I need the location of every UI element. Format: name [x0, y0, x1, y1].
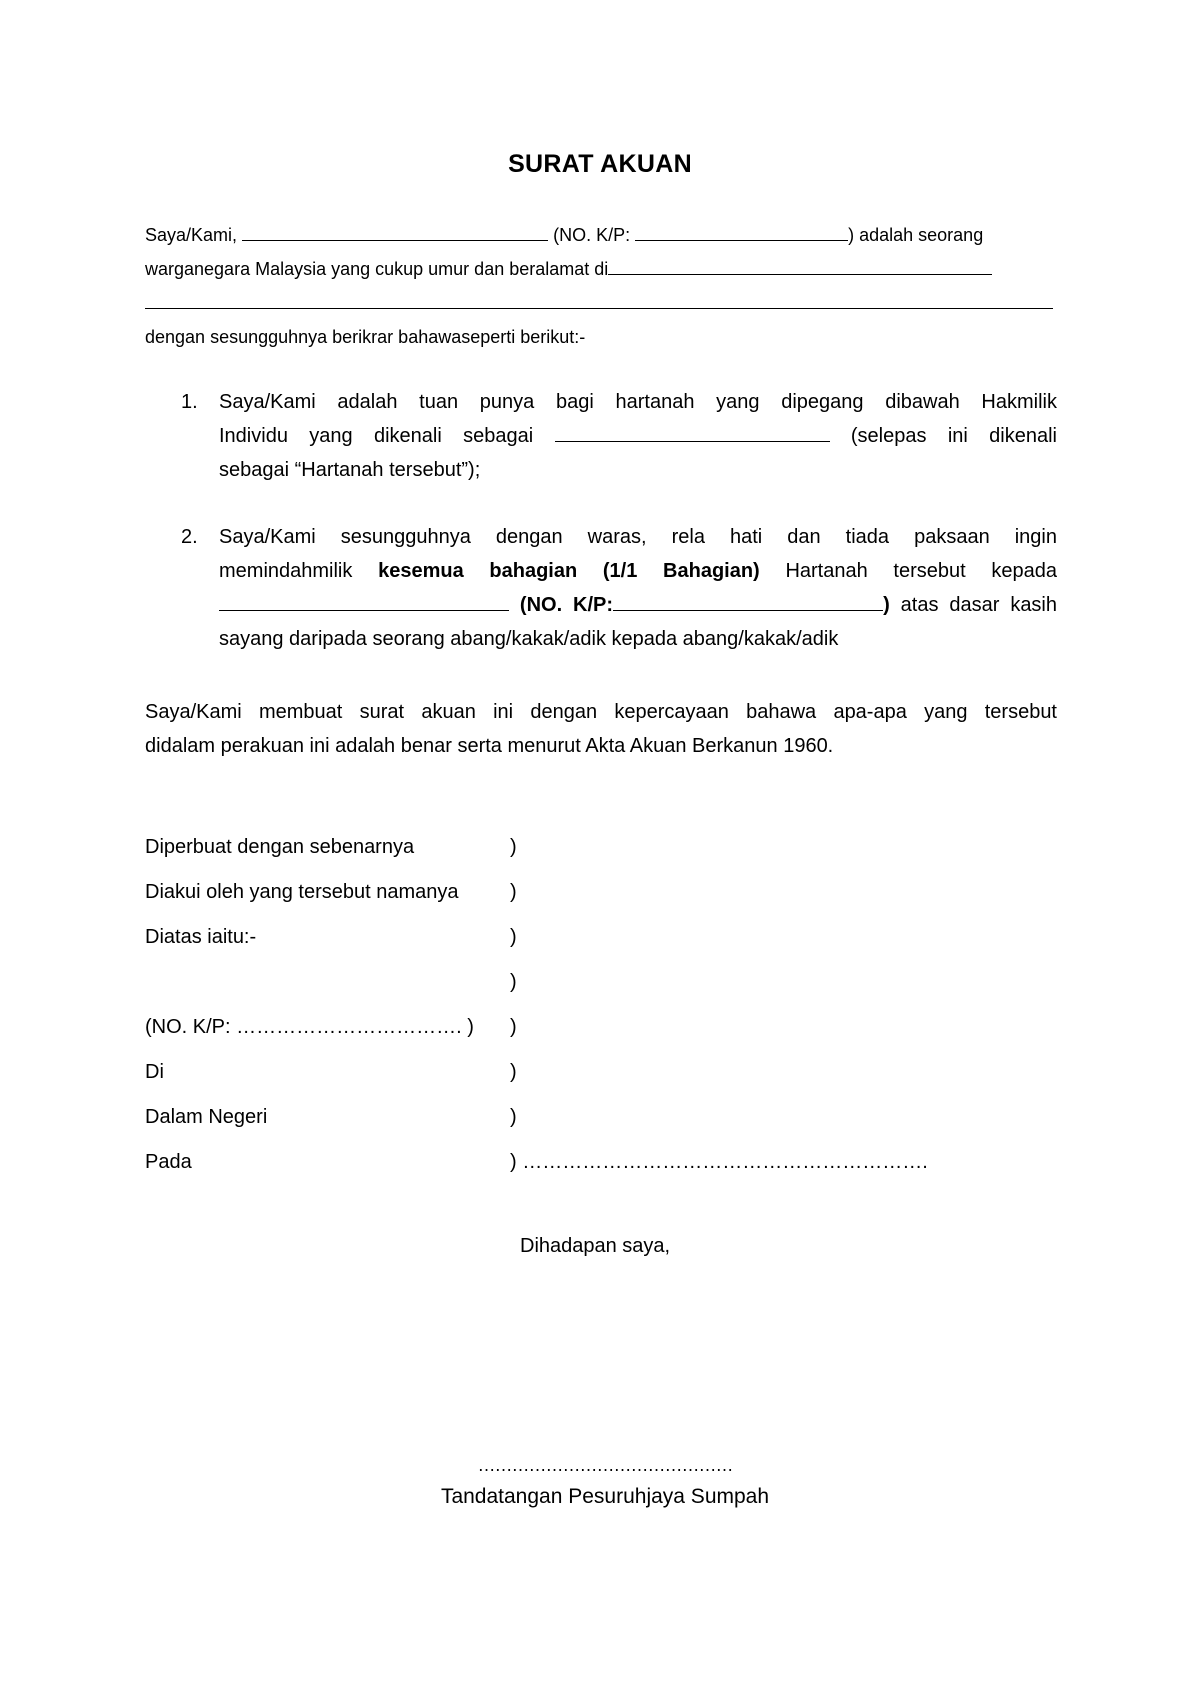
signature-row-paren: )	[510, 836, 517, 858]
signature-row-paren: ) …………………………………………………….	[510, 1151, 928, 1173]
signature-row-label: Diatas iaitu:-	[145, 926, 257, 948]
signature-row-label: Pada	[145, 1151, 192, 1173]
item2-line-2-end: Hartanah tersebut kepada	[785, 560, 1057, 582]
signature-line: ………………………………………	[477, 1455, 733, 1475]
share-portion: kesemua bahagian (1/1 Bahagian)	[378, 560, 760, 582]
signature-row-label: Dalam Negeri	[145, 1106, 268, 1128]
signature-row-paren: )	[510, 1061, 517, 1083]
signature-row-label: Diakui oleh yang tersebut namanya	[145, 881, 459, 903]
intro-line-3	[145, 286, 1057, 320]
intro-line-4: dengan sesungguhnya berikrar bahawaseperti berikut:-	[145, 327, 586, 347]
item1-line-1: Saya/Kami adalah tuan punya bagi hartanah yang dipegang dibawah Hakmilik	[219, 391, 1057, 413]
item2-line-2	[219, 554, 1057, 588]
signature-row-label: (NO. K/P: ……………………………. )	[145, 1016, 474, 1038]
name-blank	[242, 220, 548, 241]
signature-row-label: Diperbuat dengan sebenarnya	[145, 836, 415, 858]
intro-line-2	[145, 252, 1057, 286]
list-item-1	[145, 385, 1057, 487]
recipient-ic-close: )	[883, 594, 890, 616]
signature-row-paren: )	[510, 881, 517, 903]
declaration-paragraph	[145, 695, 1057, 763]
signature-caption: Tandatangan Pesuruhjaya Sumpah	[440, 1485, 770, 1508]
recipient-ic-blank	[613, 590, 883, 611]
intro-paragraph	[145, 218, 1057, 354]
recipient-blank	[219, 590, 509, 611]
intro-address-label: warganegara Malaysia yang cukup umur dan beralamat di	[145, 259, 609, 279]
intro-line-1	[145, 218, 1057, 252]
item1-line-3: sebagai “Hartanah tersebut”);	[219, 459, 481, 481]
intro-ic-label: (NO. K/P:	[553, 225, 631, 245]
intro-line-1-end: ) adalah seorang	[848, 225, 984, 245]
signature-row-paren: )	[510, 926, 517, 948]
witness-label: Dihadapan saya,	[520, 1235, 671, 1257]
title-blank	[555, 421, 830, 442]
item1-line-2-start: Individu yang dikenali sebagai	[219, 425, 534, 447]
declaration-line-2: didalam perakuan ini adalah benar serta menurut Akta Akuan Berkanun 1960.	[145, 735, 834, 757]
intro-name-label: Saya/Kami,	[145, 225, 238, 245]
item2-line-3	[219, 588, 1057, 622]
signature-row-paren: )	[510, 1106, 517, 1128]
item2-line-4: sayang daripada seorang abang/kakak/adik kepada abang/kakak/adik	[219, 628, 839, 650]
signature-row-label: Di	[145, 1061, 164, 1083]
ic-blank	[635, 220, 848, 241]
declaration-line-1: Saya/Kami membuat surat akuan ini dengan kepercayaan bahawa apa-apa yang tersebut	[145, 701, 1057, 723]
item1-line-2	[219, 419, 1057, 453]
document-title: SURAT AKUAN	[508, 150, 692, 178]
recipient-ic-label: (NO. K/P:	[519, 594, 614, 616]
address-blank-2	[145, 288, 1053, 309]
item1-line-2-end: (selepas ini dikenali	[850, 425, 1057, 447]
item2-line-2-start: memindahmilik	[219, 560, 353, 582]
list-item-2	[145, 520, 1057, 656]
signature-row-paren: )	[510, 971, 517, 993]
list-number: 2.	[181, 526, 198, 548]
item2-line-1: Saya/Kami sesungguhnya dengan waras, rela hati dan tiada paksaan ingin	[219, 526, 1057, 548]
signature-row-paren: )	[510, 1016, 517, 1038]
list-number: 1.	[181, 391, 198, 413]
address-blank-1	[608, 254, 992, 275]
item2-line-3-end: atas dasar kasih	[900, 594, 1058, 616]
